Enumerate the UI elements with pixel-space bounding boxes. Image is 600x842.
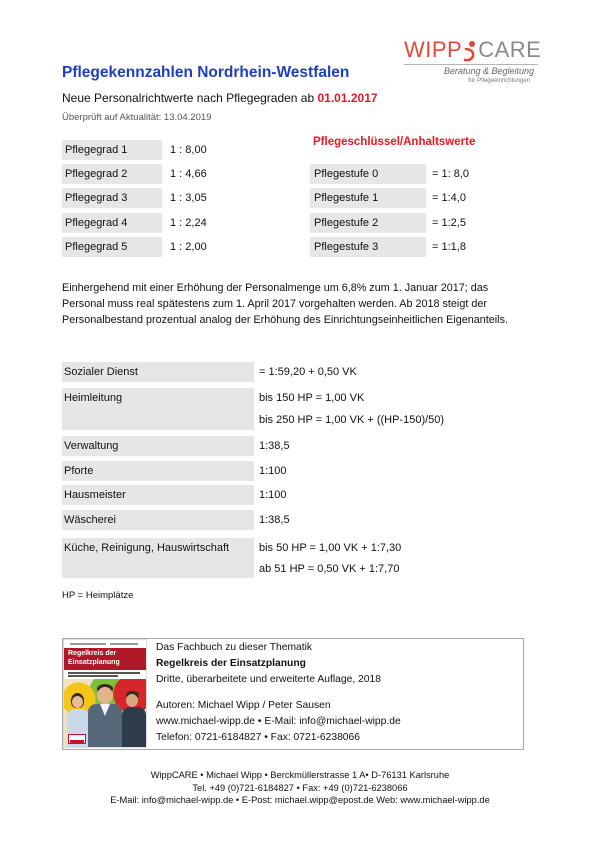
paragraph-line: Personalbestand prozentual analog der Erhöhung des Einrichtungseinheitlichen Eigenanteils. [62, 314, 508, 326]
cover-badge-bar [70, 740, 84, 743]
staff-label: Sozialer Dienst [62, 362, 254, 382]
cover-badge [68, 734, 86, 744]
book-phone-fax: Telefon: 0721-6184827 • Fax: 0721-6238066 [156, 732, 360, 743]
footnote: HP = Heimplätze [62, 590, 134, 601]
staff-value: bis 50 HP = 1,00 VK + 1:7,30 [259, 542, 402, 554]
book-intro: Das Fachbuch zu dieser Thematik [156, 642, 313, 653]
page-title: Pflegekennzahlen Nordrhein-Westfalen [62, 64, 350, 81]
logo-subtagline: für Pflegeeinrichtungen [468, 78, 530, 84]
pflegestufe-label: Pflegestufe 3 [310, 237, 426, 257]
pflegestufe-row [310, 188, 510, 208]
pflegestufe-row [310, 213, 510, 233]
staff-label: Wäscherei [62, 510, 254, 530]
page-subtitle [62, 91, 378, 105]
pflegestufe-label: Pflegestufe 1 [310, 188, 426, 208]
staff-value: 1:38,5 [259, 514, 290, 526]
cover-person-head [97, 687, 113, 704]
staff-row-waescherei [62, 510, 522, 530]
staff-row-pforte [62, 461, 522, 481]
staff-row-heimleitung [62, 388, 522, 430]
pflegestufe-value: = 1:4,0 [432, 192, 466, 204]
logo-wordmark [404, 38, 541, 62]
pflegegrad-value: 1 : 2,00 [170, 241, 207, 253]
staff-row-hausmeister [62, 485, 522, 505]
subtitle-text: Neue Personalrichtwerte nach Pflegegraden ab [62, 91, 318, 105]
pflegestufe-row [310, 237, 510, 257]
pflegeschluessel-heading: Pflegeschlüssel/Anhaltswerte [313, 136, 476, 148]
staff-row-kueche [62, 538, 522, 578]
pflegestufe-value: = 1:2,5 [432, 217, 466, 229]
pflegegrad-value: 1 : 4,66 [170, 168, 207, 180]
staff-row-verwaltung [62, 436, 522, 456]
book-title: Regelkreis der Einsatzplanung [156, 658, 306, 669]
footer-email-web: E-Mail: info@michael-wipp.de • E-Post: michael.wipp@epost.de Web: www.michael-wipp.de [110, 795, 490, 805]
book-box [62, 638, 524, 750]
staff-label: Küche, Reinigung, Hauswirtschaft [62, 538, 254, 578]
logo-brand-right: CARE [478, 37, 542, 62]
pflegegrad-row [62, 164, 262, 184]
pflegegrad-label: Pflegegrad 2 [62, 164, 162, 184]
pflegegrad-row [62, 140, 262, 160]
logo-divider [404, 64, 538, 65]
paragraph-line: Personal muss real spätestens zum 1. April 2017 vorgehalten werden. Ab 2018 steigt der [62, 298, 487, 310]
footer-phone: Tel. +49 (0)721-6184827 • Fax: +49 (0)721-6238066 [192, 782, 408, 793]
cover-person-head [126, 694, 138, 707]
pflegegrad-label: Pflegegrad 3 [62, 188, 162, 208]
pflegestufe-label: Pflegestufe 2 [310, 213, 426, 233]
logo-brand-left: WIPP [404, 37, 463, 62]
pflegegrad-value: 1 : 3,05 [170, 192, 207, 204]
subtitle-date: 01.01.2017 [317, 91, 378, 105]
cover-person [122, 707, 146, 747]
pflegegrad-label: Pflegegrad 5 [62, 237, 162, 257]
pflegegrad-label: Pflegegrad 1 [62, 140, 162, 160]
wippcare-logo [404, 37, 542, 88]
staff-value: ab 51 HP = 0,50 VK + 1:7,70 [259, 563, 400, 575]
pflegestufe-value: = 1: 8,0 [432, 168, 470, 180]
staff-value: 1:100 [259, 489, 287, 501]
cover-title: Regelkreis der Einsatzplanung [64, 648, 146, 670]
footer-address: WippCARE • Michael Wipp • Berckmüllerstrasse 1 A• D-76131 Karlsruhe [150, 770, 450, 780]
staff-label: Verwaltung [62, 436, 254, 456]
staff-value: 1:38,5 [259, 440, 290, 452]
staff-row-sozialer-dienst [62, 362, 522, 382]
cover-author-line [70, 643, 106, 645]
cover-person-head [72, 696, 83, 708]
book-web-email: www.michael-wipp.de • E-Mail: info@michael-wipp.de [156, 716, 401, 727]
staff-value: bis 150 HP = 1,00 VK [259, 392, 365, 404]
staff-label: Pforte [62, 461, 254, 481]
logo-mark-icon [463, 38, 477, 62]
logo-tagline: Beratung & Begleitung [443, 66, 534, 76]
staff-value: = 1:59,20 + 0,50 VK [259, 366, 357, 378]
pflegestufe-value: = 1:1,8 [432, 241, 466, 253]
paragraph-line: Einhergehend mit einer Erhöhung der Personalmenge um 6,8% zum 1. Januar 2017; das [62, 282, 489, 294]
pflegegrad-row [62, 237, 262, 257]
pflegestufe-label: Pflegestufe 0 [310, 164, 426, 184]
book-edition: Dritte, überarbeitete und erweiterte Auflage, 2018 [156, 674, 381, 685]
staff-value: bis 250 HP = 1,00 VK + ((HP-150)/50) [259, 414, 445, 426]
page-footer [0, 769, 600, 807]
pflegegrad-label: Pflegegrad 4 [62, 213, 162, 233]
staff-value: 1:100 [259, 465, 287, 477]
pflegegrad-row [62, 213, 262, 233]
info-paragraph [62, 280, 508, 328]
cover-subtitle-line [68, 675, 118, 677]
staff-label: Hausmeister [62, 485, 254, 505]
staff-label: Heimleitung [62, 388, 254, 430]
update-check-note: Überprüft auf Aktualität: 13.04.2019 [62, 112, 212, 123]
book-authors: Autoren: Michael Wipp / Peter Sausen [156, 700, 331, 711]
cover-subtitle-line [68, 672, 140, 674]
pflegestufe-row [310, 164, 510, 184]
cover-author-line [110, 643, 138, 645]
book-cover-image [64, 640, 146, 747]
pflegegrad-value: 1 : 2,24 [170, 217, 207, 229]
pflegegrad-row [62, 188, 262, 208]
pflegegrad-value: 1 : 8,00 [170, 144, 207, 156]
cover-person-shirt [100, 704, 110, 716]
